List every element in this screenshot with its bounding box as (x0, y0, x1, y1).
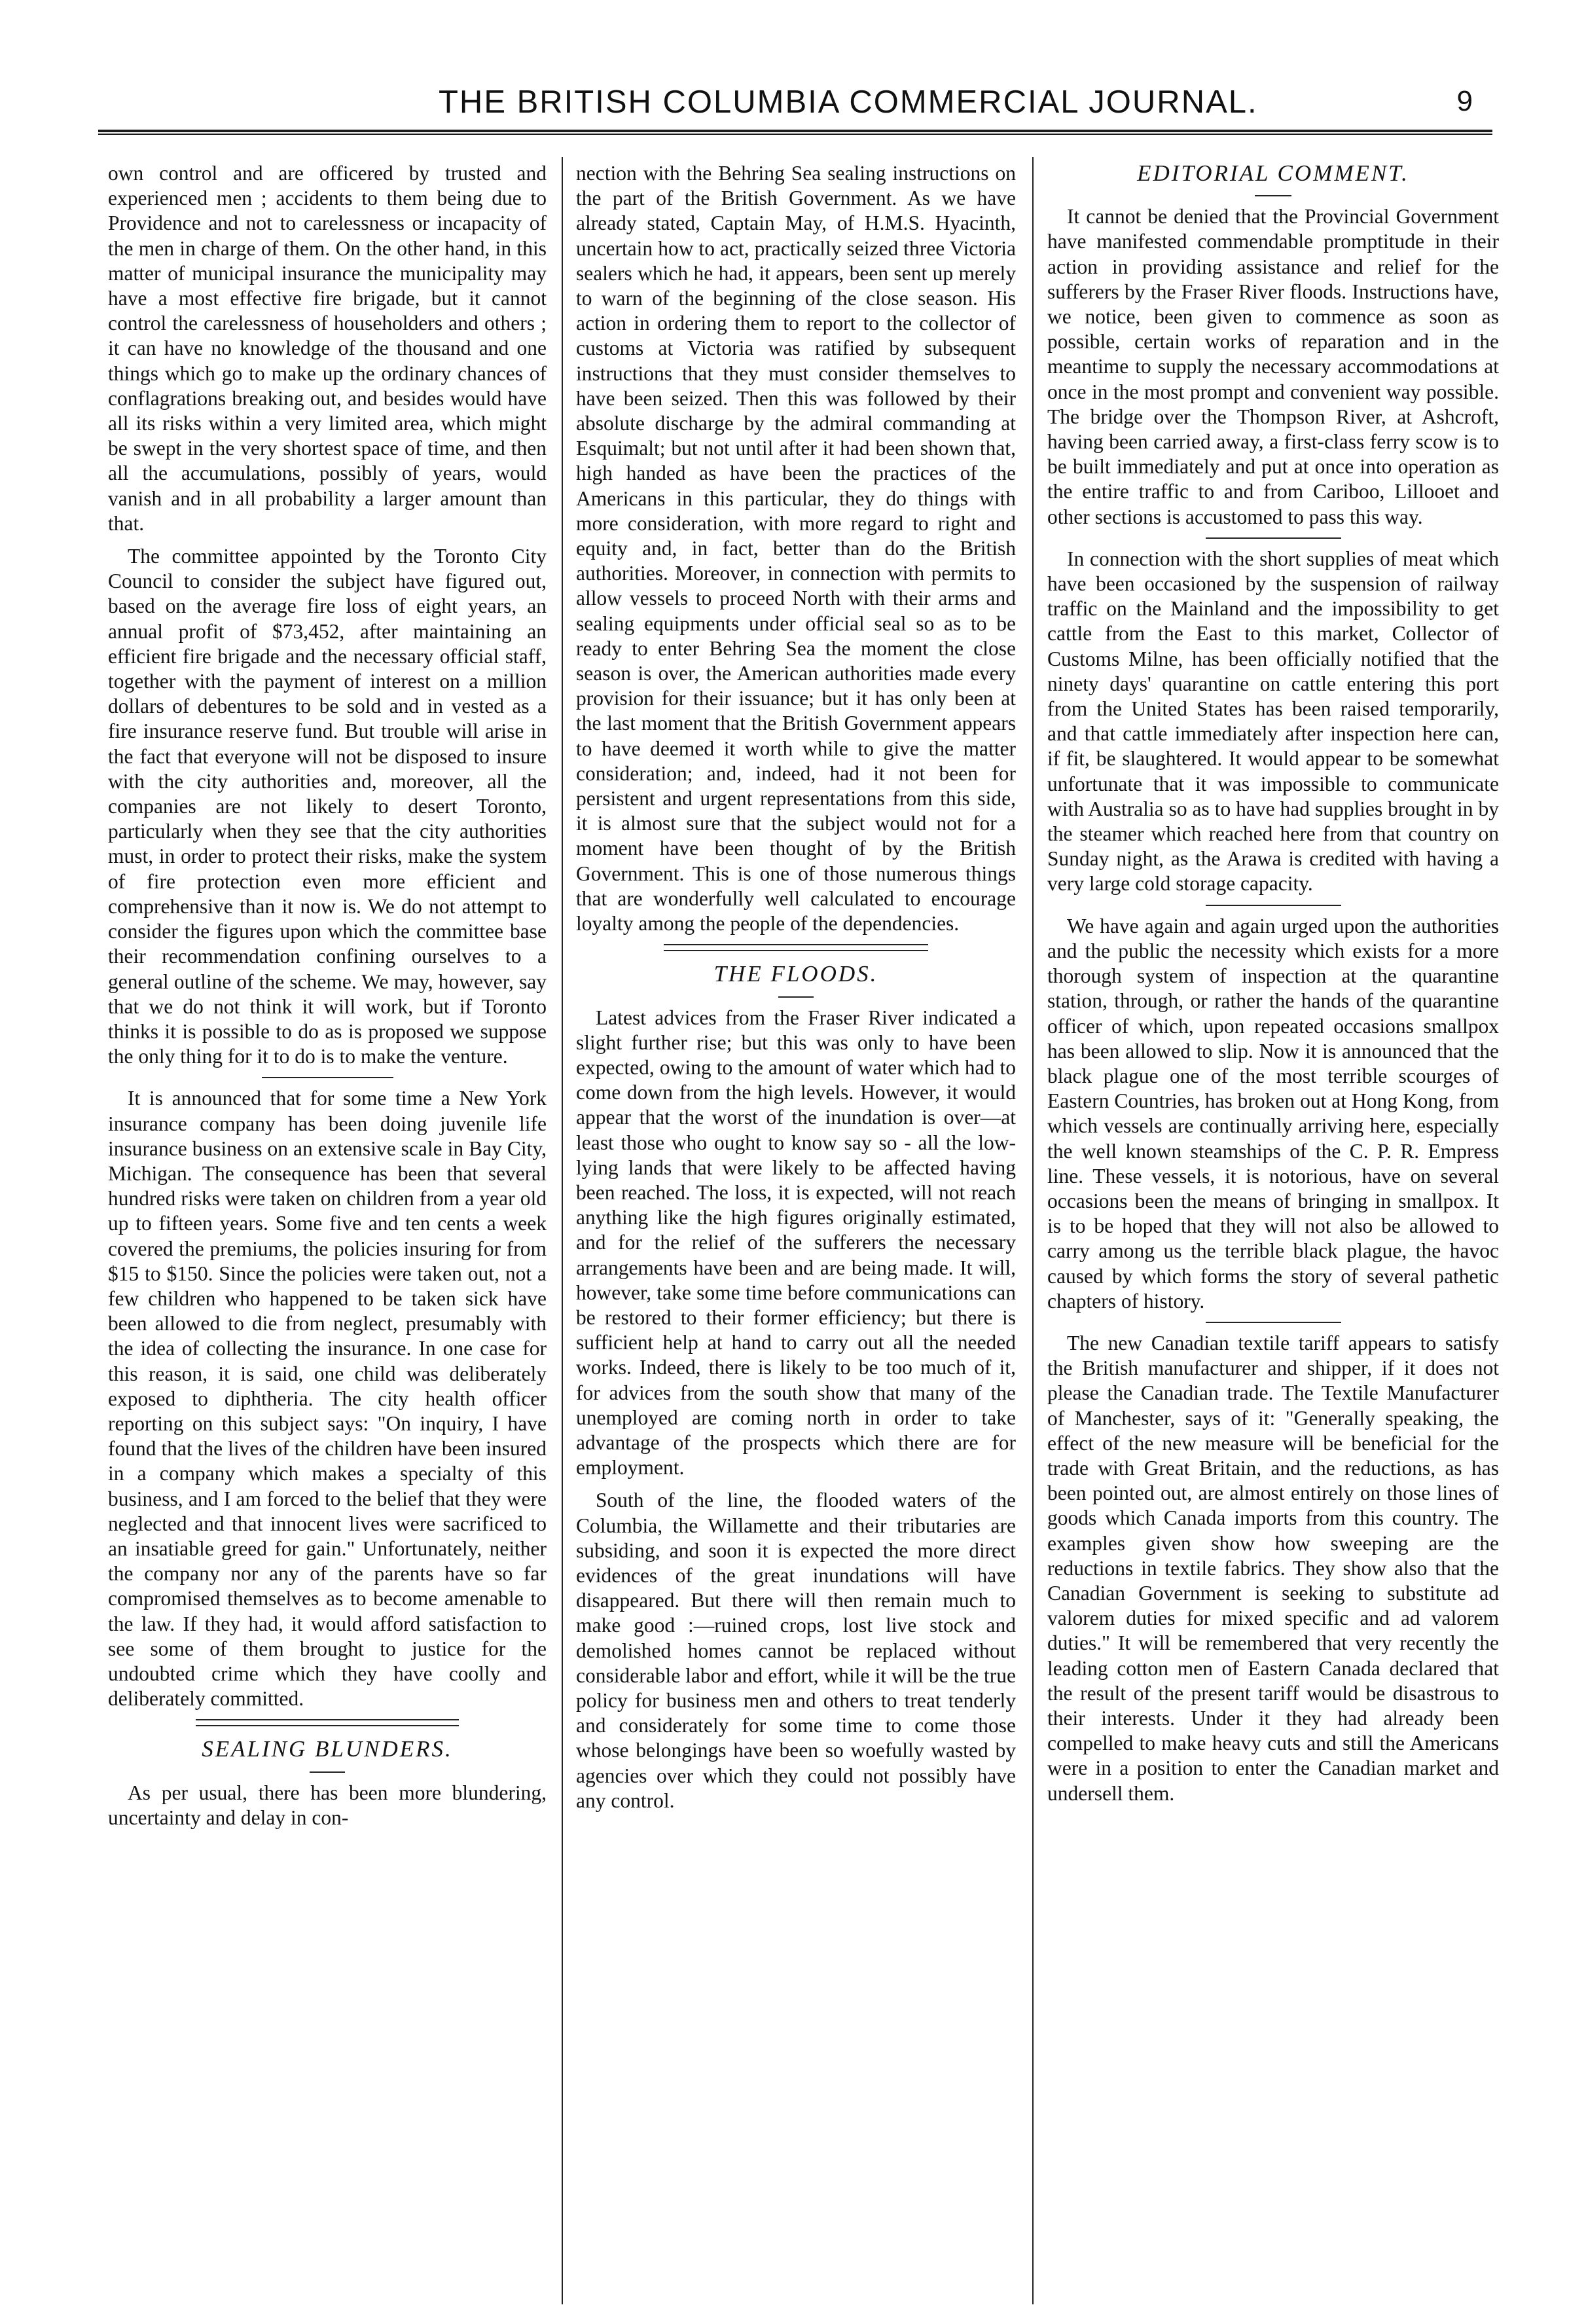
section-rule (1206, 1322, 1341, 1323)
article-paragraph: In connection with the short supplies of meat which have been occasioned by the suspension of railway traffic on the Mainland and the impossibility to get cattle from the East to this market, Collector of Customs Milne, has been officially notified that the ninety days' quarantine on cattle entering this port from the United States has been raised temporarily, and that cattle immediately after inspection here can, if fit, be slaughtered. It would appear to be somewhat unfortunate that it was impossible to communicate with Australia so as to have had supplies brought in by the steamer which reached here from that country on Sunday night, as the Arawa is credited with having a very large cold storage capacity. (1047, 547, 1499, 896)
section-heading-floods: THE FLOODS. (713, 961, 878, 987)
heading-dash (310, 1771, 345, 1773)
article-paragraph: nection with the Behring Sea sealing instructions on the part of the British Government. As we have already stated, Captain May, of H.M.S. Hyacinth, uncertain how to act, practically seized three Victoria sealers which he had, it appears, been sent up merely to warn of the beginning of the close season. His action in ordering them to report to the collector of customs at Victoria was ratified by subsequent instructions that they must consider themselves to have been seized. Then this was followed by their absolute discharge by the admiral commanding at Esquimalt; but not until after it had been shown that, high handed as have been the practices of the Americans in this particular, they do things with more consideration, with more regard to right and equity and, in fact, better than do the British authorities. Moreover, in connection with permits to allow vessels to proceed North with their arms and sealing equipments under official seal so as to be ready to enter Behring Sea the moment the close season is over, the American authorities made every provision for their issuance; but it has only been at the last moment that the British Government appears to have deemed it worth while to give the matter consideration; and, indeed, had it not been for persistent and urgent representations from this side, it is almost sure that the subject would not for a moment have been thought of by the British Government. This is one of those numerous things that are wonderfully well calculated to encourage loyalty among the people of the dependencies. (576, 162, 1016, 935)
article-paragraph: We have again and again urged upon the authorities and the public the necessity which exists for a more thorough system of inspection at the quarantine station, through, or rather the hands of the quarantine officer of which, upon repeated occasions smallpox has been allowed to slip. Now it is announced that the black plague one of the most terrible scourges of Eastern Countries, has broken out at Hong Kong, from which vessels are continually arriving here, especially the well known steamships of the C. P. R. Empress line. These vessels, it is notorious, have on several occasions been the means of bringing in smallpox. It is to be hoped that they will not also be allowed to carry among us the terrible black plague, the havoc caused by which forms the story of several pathetic chapters of history. (1047, 914, 1499, 1313)
column-divider-2 (1032, 157, 1034, 2304)
article-paragraph: As per usual, there has been more blundering, uncertainty and delay in con- (108, 1781, 547, 1829)
article-paragraph: The new Canadian textile tariff appears to satisfy the British manufacturer and shipper, if it does not please the Canadian trade. The Textile Manufacturer of Manchester, says of it: "Generally speaking, the effect of the new measure will be beneficial for the trade with Great Britain, and the reductions, as has been pointed out, are almost entirely on those lines of goods which Canada imports from this country. The examples given show how sweeping are the reductions in textile fabrics. They show also that the Canadian Government is seeking to substitute ad valorem duties for mixed specific and ad valorem duties." It will be remembered that very recently the leading cotton men of Eastern Canada declared that the result of the present tariff would be disastrous to their interests. Under it they had already been compelled to make heavy cuts and still the Americans were in a position to enter the Canadian market and undersell them. (1047, 1331, 1499, 1805)
column-3 (1047, 161, 1499, 1814)
article-paragraph: The committee appointed by the Toronto City Council to consider the subject have figured out, based on the average fire loss of eight years, an annual profit of $73,452, after maintaining an efficient fire brigade and the necessary official staff, together with the payment of interest on a million dollars of debentures to be sold and in vested as a fire insurance reserve fund. But trouble will arise in the fact that everyone will not be disposed to insure with the city authorities and, moreover, all the companies are not likely to desert Toronto, particularly when they see that the city authorities must, in order to protect their risks, make the system of fire protection even more efficient and comprehensive than it now is. We do not attempt to consider the figures upon which the committee base their recommendation confining ourselves to a general outline of the scheme. We may, however, say that we do not think it will work, but if Toronto thinks it is possible to do as is proposed we suppose the only thing for it to do is to make the venture. (108, 545, 547, 1068)
page-number: 9 (1456, 85, 1473, 117)
article-paragraph: South of the line, the flooded waters of the Columbia, the Willamette and their tributaries are subsiding, and soon it is expected the more direct evidences of the great inundations will have disappeared. But there will then remain much to make good :—ruined crops, lost live stock and demolished homes cannot be replaced without considerable labor and effort, while it will be the true policy for business men and others to treat tenderly and considerately for some time to come those whose belongings have been so woefully wasted by agencies over which they could not possibly have any control. (576, 1489, 1016, 1812)
column-divider-1 (562, 157, 563, 2304)
section-rule (262, 1077, 393, 1078)
section-heading-sealing: SEALING BLUNDERS. (202, 1736, 453, 1762)
column-1 (108, 161, 547, 1838)
journal-title: THE BRITISH COLUMBIA COMMERCIAL JOURNAL. (439, 84, 1258, 120)
double-rule (664, 944, 928, 951)
double-rule (196, 1719, 459, 1726)
article-paragraph: Latest advices from the Fraser River indicated a slight further rise; but this was only to have been expected, owing to the amount of water which had to come down from the high levels. However, it would appear that the worst of the inundation is over—at least those who ought to know say so - all the low-lying lands that were likely to be affected having been reached. The loss, it is expected, will not reach anything like the high figures originally estimated, and for the relief of the sufferers the necessary arrangements have been and are being made. It will, however, take some time before communications can be restored to their former efficiency; but there is sufficient help at hand to carry out all the needed works. Indeed, there is likely to be too much of it, for advices from the south show that many of the unemployed are coming north in order to take advantage of the prospects which there are for employment. (576, 1006, 1016, 1480)
section-heading-editorial: EDITORIAL COMMENT. (1137, 160, 1409, 186)
page-header (98, 77, 1492, 132)
column-2 (576, 161, 1016, 1821)
article-paragraph: It is announced that for some time a New York insurance company has been doing juvenile life insurance business on an extensive scale in Bay City, Michigan. The consequence has been that several hundred risks were taken on children from a year old up to fifteen years. Some five and ten cents a week covered the premiums, the policies insuring for from $15 to $150. Since the policies were taken out, not a few children who happened to be taken sick have been allowed to die from neglect, presumably with the idea of collecting the insurance. In one case for this reason, it is said, one child was deliberately exposed to diphtheria. The city health officer reporting on this subject says: "On inquiry, I have found that the lives of the children have been insured in a company which makes a specialty of this business, and I am forced to the belief that they were neglected and that innocent lives were sacrificed to an insatiable greed for gain." Unfortunately, neither the company nor any of the parents have so far compromised themselves as to become amenable to the law. If they had, it would afford satisfaction to see some of them brought to justice for the undoubted crime which they have coolly and deliberately committed. (108, 1087, 547, 1711)
article-paragraph: It cannot be denied that the Provincial Government have manifested commendable promptitude in their action in providing assistance and relief for the sufferers by the Fraser River floods. Instructions have, we notice, been given to commence as soon as possible, certain works of reparation and in the meantime to supply the necessary accommodations at once in the most prompt and convenient way possible. The bridge over the Thompson River, at Ashcroft, having been carried away, a first-class ferry scow is to be built immediately and put at once into operation as the entire traffic to and from Cariboo, Lillooet and other sections is accustomed to pass this way. (1047, 205, 1499, 528)
section-rule (1206, 537, 1341, 539)
article-paragraph: own control and are officered by trusted and experienced men ; accidents to them being due to Providence and not to carelessness or incapacity of the men in charge of them. On the other hand, in this matter of municipal insurance the municipality may have a most effective fire brigade, but it cannot control the carelessness of householders and others ; it can have no knowledge of the thousand and one things which go to make up the ordinary chances of conflagrations breaking out, and besides would have all its risks within a very limited area, which might be swept in the very shortest space of time, and then all the accumulations, possibly of years, would vanish and in all probability a larger amount than that. (108, 162, 547, 535)
section-rule (1206, 905, 1341, 906)
header-rule (98, 134, 1492, 135)
heading-dash (1255, 195, 1291, 196)
heading-dash (778, 996, 814, 998)
